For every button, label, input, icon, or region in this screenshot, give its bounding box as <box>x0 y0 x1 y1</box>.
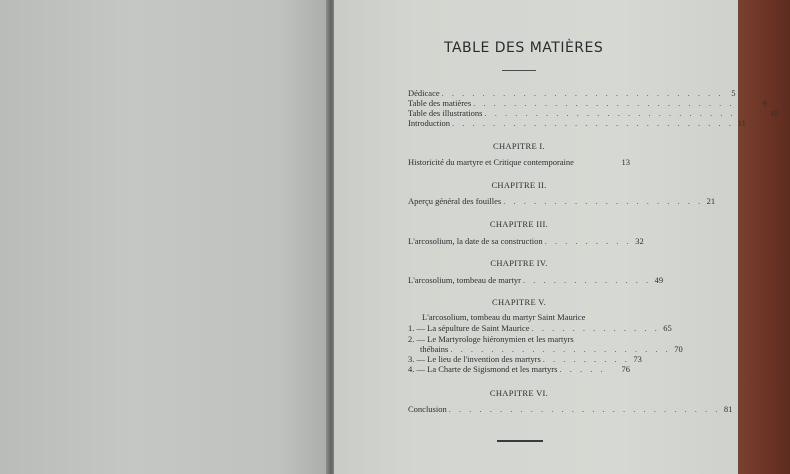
toc-entry-page: 11 <box>737 118 746 128</box>
dot-leader: . . . . . <box>559 364 606 374</box>
dot-leader: . . . . . . . . . <box>544 236 632 246</box>
toc-entry-label: 3. — Le lieu de l'invention des martyrs <box>408 354 541 364</box>
toc-entry-page: 73 <box>633 354 642 364</box>
chapter-5-subtitle: L'arcosolium, tombeau du martyr Saint Maurice <box>422 312 586 322</box>
toc-entry-label: 1. — La sépulture de Saint Maurice <box>408 323 530 333</box>
closing-rule <box>497 440 543 442</box>
toc-entry-page: 21 <box>706 196 716 206</box>
toc-entry-page: 65 <box>663 323 672 333</box>
toc-entry-page: 13 <box>621 157 630 167</box>
toc-entry-chapter-5-4 <box>408 364 630 374</box>
toc-entry-chapter-5-2 <box>420 344 683 354</box>
title-divider <box>502 70 536 71</box>
toc-entry-label: Conclusion <box>408 404 447 414</box>
dot-leader: . . . . . . . . . . . . . . . . . . . . . . . . . . . . <box>441 88 724 98</box>
toc-entry-page: 9 <box>762 98 768 108</box>
chapter-heading-2: CHAPITRE II. <box>491 180 547 190</box>
toc-entry-chapter-6 <box>408 404 733 414</box>
page-title: TABLE DES MATIÈRES <box>444 40 604 56</box>
dot-leader: . . . . . . . . . . . . . . . . . . . . . . . . . . . . <box>452 118 734 128</box>
dot-leader: . . . . . . . . . . . . . <box>522 275 652 285</box>
toc-entry-continuation: thébains <box>420 344 449 354</box>
book-cover-edge <box>738 0 790 474</box>
dot-leader: . . . . . . . . . . . . . . . . . . . . . . . . . . . . <box>473 98 756 108</box>
toc-entry-page: 70 <box>674 344 683 354</box>
toc-entry-label: Introduction <box>408 118 451 128</box>
toc-entry-page: 81 <box>723 404 733 414</box>
dot-leader: . . . . . . . . . . . . . <box>531 323 660 333</box>
toc-entry-chapter-2 <box>408 196 716 206</box>
toc-entry-page: 49 <box>654 275 664 285</box>
toc-entry-chapter-5-3 <box>408 354 642 364</box>
toc-entry-chapter-5-2-label: 2. — Le Martyrologe hiéronymien et les martyrs <box>408 334 574 344</box>
toc-entry-label: Historicité du martyre et Critique contemporaine <box>408 157 574 167</box>
toc-entry-chapter-1 <box>408 157 630 167</box>
chapter-heading-6: CHAPITRE VI. <box>489 388 549 398</box>
toc-entry-label: L'arcosolium, la date de sa construction <box>408 236 543 246</box>
dot-leader: . . . . . . . . . . . . . . . . . . . . <box>503 196 704 206</box>
chapter-heading-1: CHAPITRE I. <box>493 141 545 151</box>
toc-entry-page: 10 <box>769 108 779 118</box>
toc-entry-dedicace <box>408 88 736 98</box>
toc-entry-label: L'arcosolium, tombeau de martyr <box>408 275 521 285</box>
chapter-heading-3: CHAPITRE III. <box>489 219 549 229</box>
toc-entry-label: Dédicace <box>408 88 440 98</box>
toc-entry-label: Table des illustrations <box>408 108 483 118</box>
toc-entry-page: 32 <box>635 236 644 246</box>
dot-leader: . . . . . . . . . . . . . . . . . . . . . . <box>450 344 671 354</box>
dot-leader: . . . . . . . . . . . . . . . . . . . . . . . . . . . . <box>484 108 767 118</box>
toc-entry-chapter-5-1 <box>408 323 672 333</box>
dot-leader: . . . . . . . . . . . . . . . . . . . . . . . . . . . <box>448 404 721 414</box>
toc-entry-label: 4. — La Charte de Sigismond et les martyrs <box>408 364 558 374</box>
toc-entry-table-des-matieres <box>408 98 768 108</box>
chapter-heading-4: CHAPITRE IV. <box>490 258 548 268</box>
toc-entry-label: Table des matières <box>408 98 472 108</box>
toc-entry-introduction <box>408 118 746 128</box>
toc-entry-label: Aperçu général des fouilles <box>408 196 502 206</box>
toc-entry-chapter-4 <box>408 275 664 285</box>
toc-entry-page: 76 <box>621 364 630 374</box>
toc-entry-table-des-illustrations <box>408 108 779 118</box>
toc-entry-chapter-3 <box>408 236 644 246</box>
dot-leader: . . . . . . . . . <box>542 354 630 364</box>
toc-entry-page: 5 <box>731 88 736 98</box>
left-page <box>0 0 330 474</box>
chapter-heading-5: CHAPITRE V. <box>492 297 546 307</box>
